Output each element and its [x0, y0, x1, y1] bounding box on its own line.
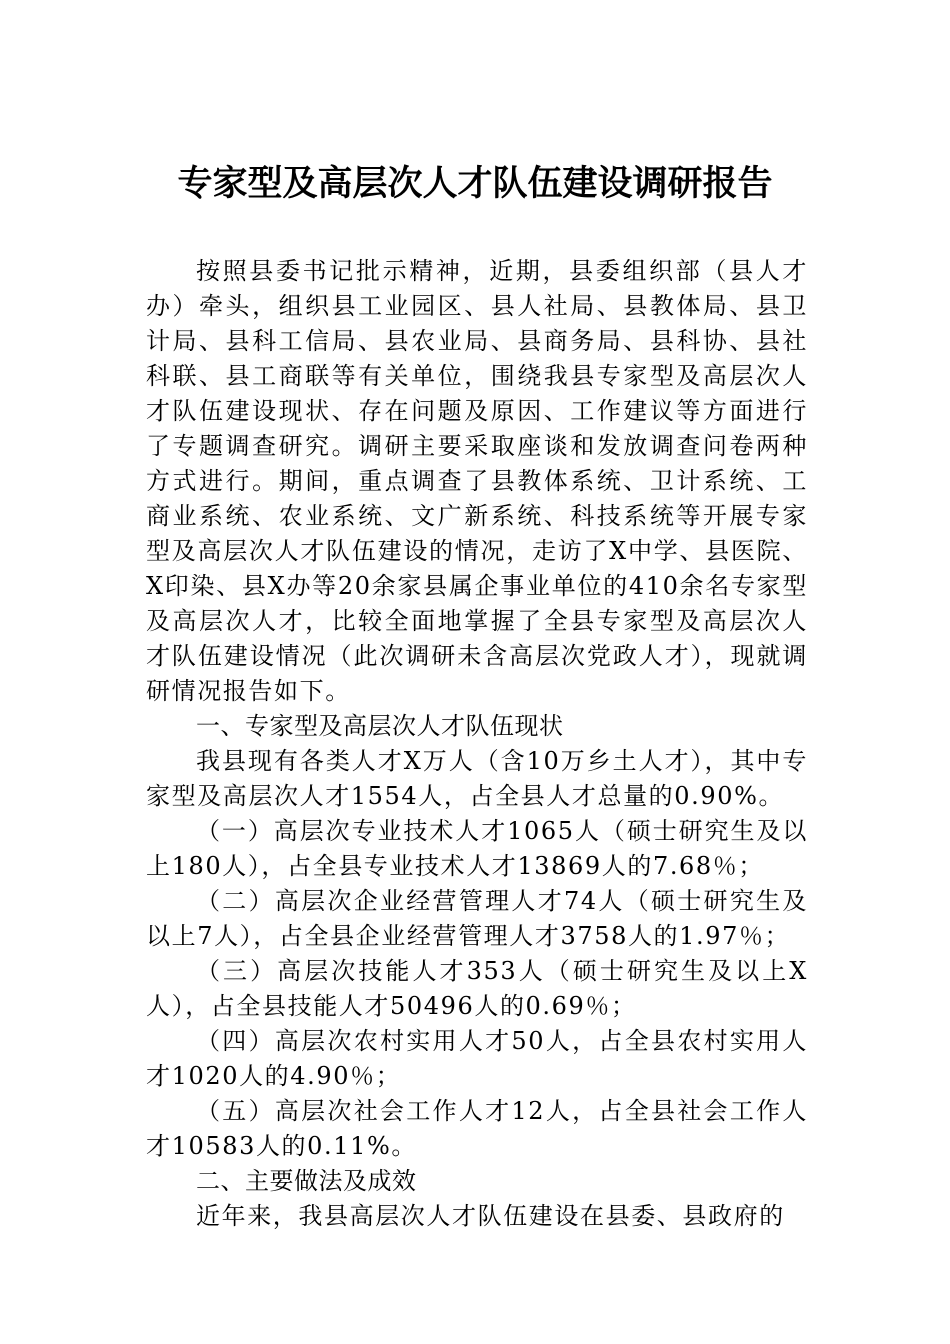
status-item-skilled: （三）高层次技能人才353人（硕士研究生及以上X人），占全县技能人才50496人的0.69％；: [146, 957, 808, 1020]
section-heading-practices: 二、主要做法及成效: [196, 1167, 417, 1195]
document-body: [146, 254, 808, 1234]
section-heading-current-status: 一、专家型及高层次人才队伍现状: [196, 712, 564, 740]
document-title: 专家型及高层次人才队伍建设调研报告: [177, 163, 773, 204]
status-summary-paragraph: 我县现有各类人才X万人（含10万乡土人才），其中专家型及高层次人才1554人，占全县人才总量的0.90%。: [146, 747, 808, 810]
intro-paragraph: 按照县委书记批示精神，近期，县委组织部（县人才办）牵头，组织县工业园区、县人社局、县教体局、县卫计局、县科工信局、县农业局、县商务局、县科协、县社科联、县工商联等有关单位，围绕我县专家型及高层次人才队伍建设现状、存在问题及原因、工作建议等方面进行了专题调查研究。调研主要采取座谈和发放调查问卷两种方式进行。期间，重点调查了县教体系统、卫计系统、工商业系统、农业系统、文广新系统、科技系统等开展专家型及高层次人才队伍建设的情况，走访了X中学、县医院、X印染、县X办等20余家县属企事业单位的410余名专家型及高层次人才，比较全面地掌握了全县专家型及高层次人才队伍建设情况（此次调研未含高层次党政人才），现就调研情况报告如下。: [146, 257, 808, 705]
status-item-management: （二）高层次企业经营管理人才74人（硕士研究生及以上7人），占全县企业经营管理人才3758人的1.97％；: [146, 887, 808, 950]
status-item-social-work: （五）高层次社会工作人才12人，占全县社会工作人才10583人的0.11%。: [146, 1097, 808, 1160]
status-item-rural: （四）高层次农村实用人才50人，占全县农村实用人才1020人的4.90％；: [146, 1027, 808, 1090]
status-item-professional: （一）高层次专业技术人才1065人（硕士研究生及以上180人），占全县专业技术人才13869人的7.68％；: [146, 817, 808, 880]
practices-opening-paragraph: 近年来，我县高层次人才队伍建设在县委、县政府的: [196, 1202, 785, 1230]
